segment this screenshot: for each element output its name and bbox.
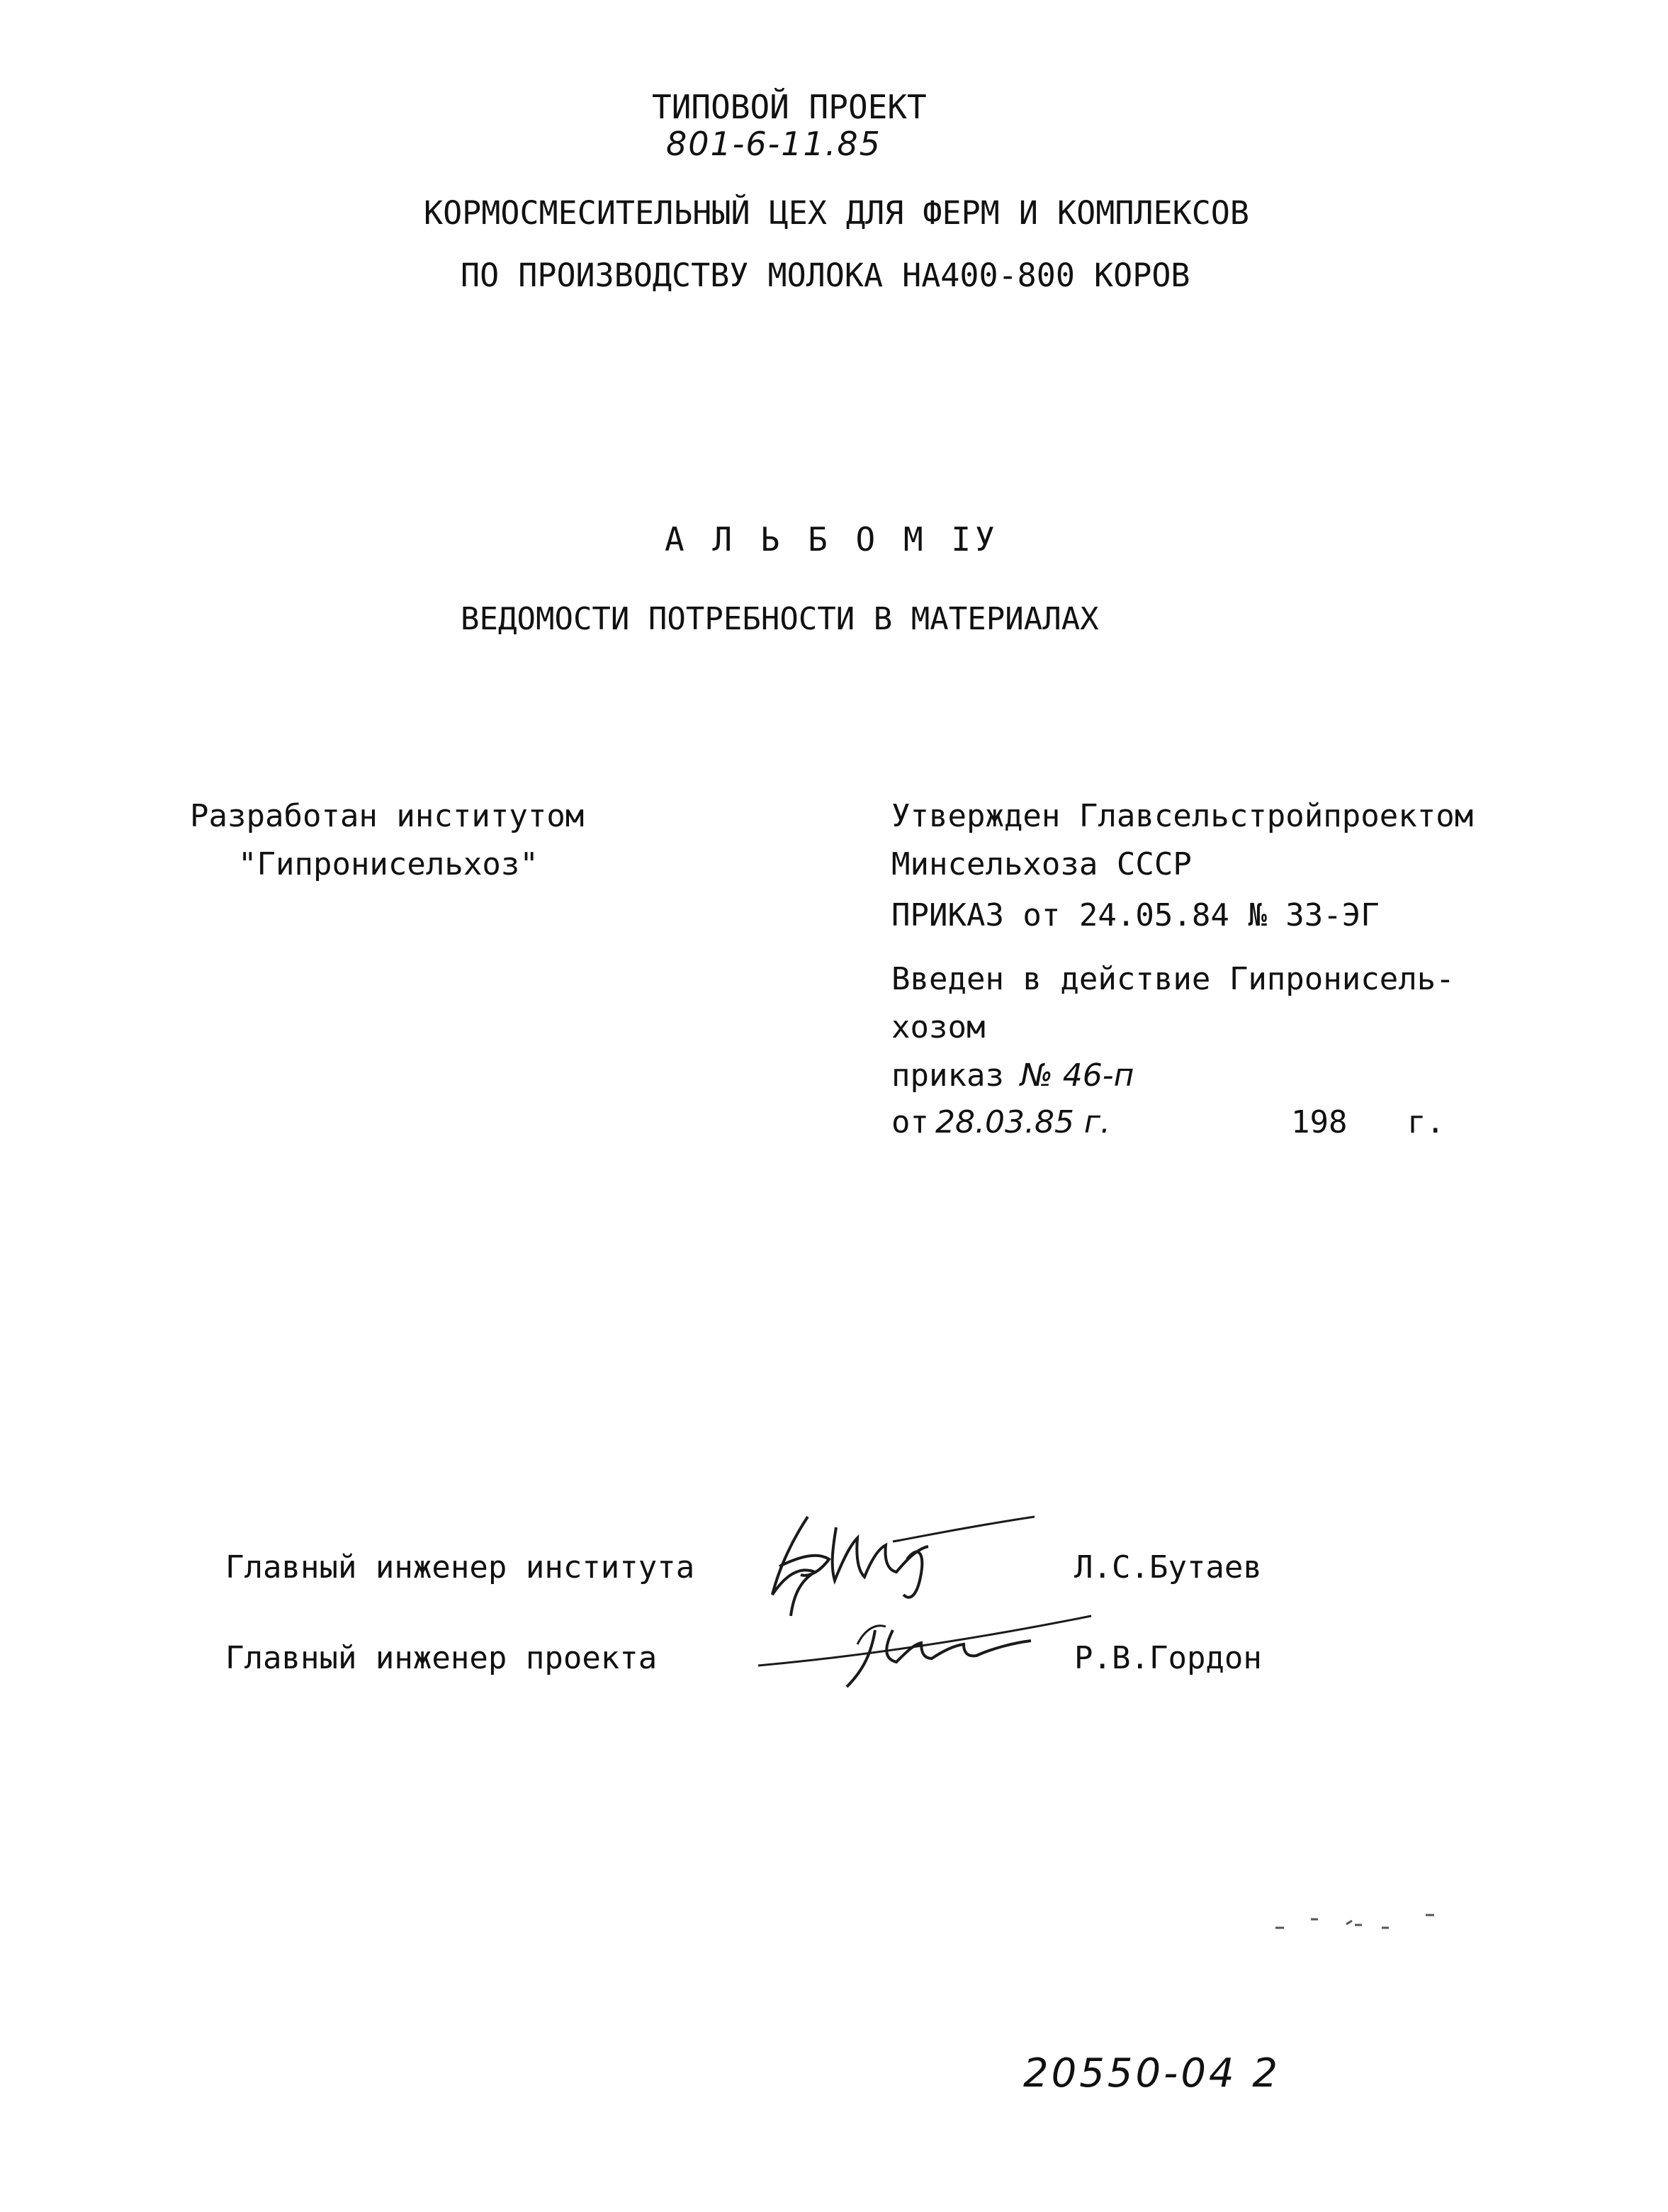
year-suffix: г. — [1407, 1104, 1445, 1140]
developed-by-line2: "Гипронисельхоз" — [238, 846, 539, 882]
project-title-line1: КОРМОСМЕСИТЕЛЬНЫЙ ЦЕХ ДЛЯ ФЕРМ И КОМПЛЕКСОВ — [424, 194, 1249, 232]
scan-marks — [1268, 1907, 1453, 1935]
enacted-line1: Введен в действие Гипронисель- — [891, 961, 1455, 997]
chief-engineer-institute-label: Главный инженер института — [225, 1549, 695, 1585]
approved-by-line1: Утвержден Главсельстройпроектом — [891, 798, 1474, 834]
inventory-number: 20550-04 2 — [1023, 2050, 1281, 2096]
signature-gordon — [751, 1602, 1105, 1701]
album-subtitle: ВЕДОМОСТИ ПОТРЕБНОСТИ В МАТЕРИАЛАХ — [461, 601, 1099, 637]
enacted-order-label: приказ — [891, 1057, 1004, 1094]
year-field: 198 — [1291, 1104, 1348, 1140]
chief-engineer-institute-name: Л.С.Бутаев — [1074, 1549, 1262, 1585]
album-title: А Л Ь Б О М IУ — [665, 520, 999, 558]
enacted-order-number: № 46-п — [1020, 1057, 1134, 1094]
approval-order: ПРИКАЗ от 24.05.84 № 33-ЭГ — [891, 897, 1380, 933]
project-title-line2: ПО ПРОИЗВОДСТВУ МОЛОКА НА400-800 КОРОВ — [461, 257, 1190, 294]
enacted-date-value: 28.03.85 г. — [935, 1104, 1111, 1140]
approved-by-line2: Минсельхоза СССР — [891, 846, 1192, 882]
enacted-line2: хозом — [891, 1009, 986, 1045]
chief-engineer-project-label: Главный инженер проекта — [225, 1640, 658, 1676]
developed-by-line1: Разработан институтом — [190, 798, 585, 834]
chief-engineer-project-name: Р.В.Гордон — [1074, 1640, 1262, 1676]
project-code: 801-6-11.85 — [666, 125, 881, 163]
project-type-label: ТИПОВОЙ ПРОЕКТ — [652, 88, 927, 126]
enacted-date-label: от — [891, 1104, 929, 1140]
